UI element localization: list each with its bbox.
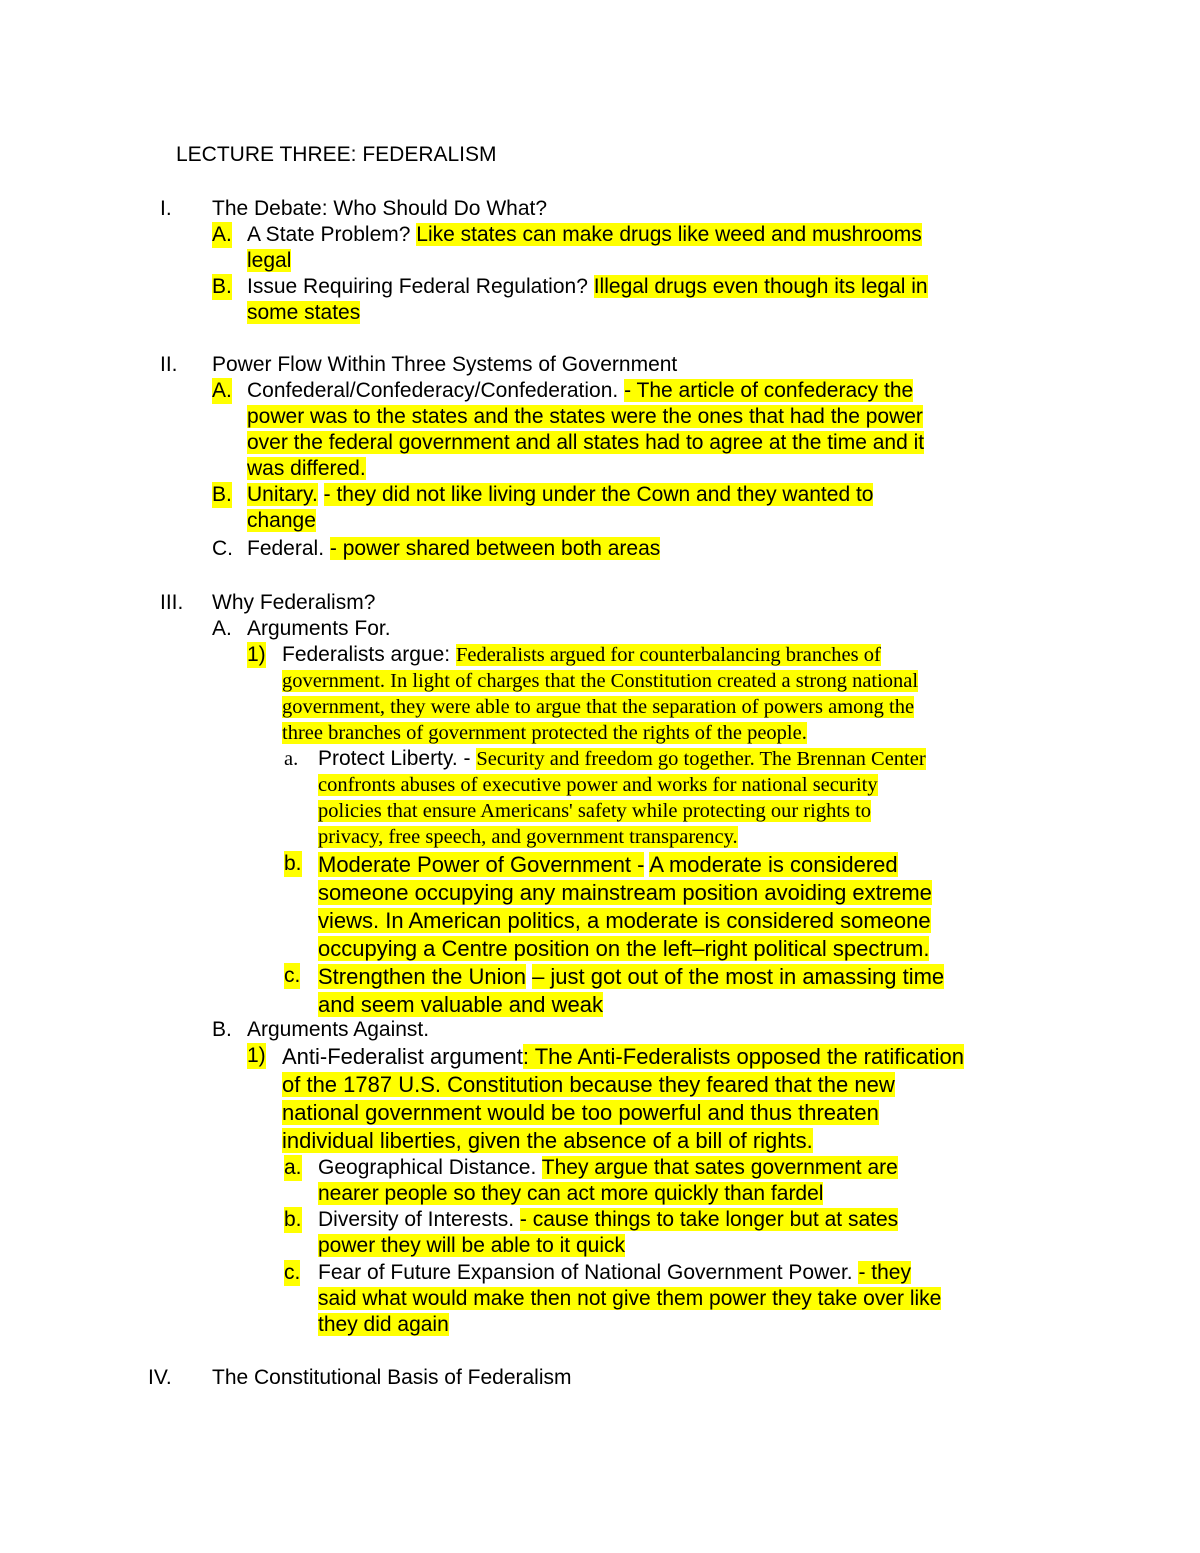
highlighted-note: - they [858,1261,911,1284]
list-item [318,1155,898,1181]
item-label: Federalists argue: [282,643,451,666]
highlighted-note: someone occupying any mainstream position avoiding extreme [318,880,932,905]
highlighted-note: privacy, free speech, and government transparency. [318,826,738,848]
highlighted-note: – just got out of the most in amassing time [532,964,945,989]
item-marker: c. [284,964,301,987]
item-label: Issue Requiring Federal Regulation? [247,275,588,298]
item-marker: A. [212,379,232,402]
highlighted-note: Security and freedom go together. The Brennan Center [476,748,926,770]
highlighted-note: and seem valuable and weak [318,992,603,1017]
item-marker: b. [284,852,302,875]
highlighted-note: government, they were able to argue that the separation of powers among the [282,696,915,718]
highlighted-note: policies that ensure Americans' safety while protecting our rights to [318,800,872,822]
list-item [247,536,660,562]
item-marker: B. [212,275,232,298]
section-number: IV. [148,1366,172,1389]
section-heading: Why Federalism? [212,591,376,614]
highlighted-note: some states [247,301,361,324]
item-marker: c. [284,1261,301,1284]
item-label: Moderate Power of Government - [318,852,645,877]
item-label: Protect Liberty. - [318,747,471,770]
list-item [318,1260,911,1286]
section-heading: Power Flow Within Three Systems of Government [212,353,678,376]
section-heading: The Constitutional Basis of Federalism [212,1366,572,1389]
highlighted-note: They argue that sates government are [541,1156,898,1179]
item-marker: a. [284,1156,302,1179]
list-item [247,222,922,248]
highlighted-note: confronts abuses of executive power and works for national security [318,774,878,796]
item-label: Fear of Future Expansion of National Government Power. [318,1261,853,1284]
list-item [282,1043,964,1069]
highlighted-note: said what would make then not give them power they take over like [318,1287,942,1310]
section-number: II. [160,353,178,376]
highlighted-note: power they will be able to it quick [318,1234,625,1257]
item-marker: A. [212,223,232,246]
highlighted-note: - they did not like living under the Cown and they wanted to [323,483,874,506]
list-item [282,642,881,668]
item-label: Arguments Against. [247,1018,430,1041]
item-label: Strengthen the Union [318,964,526,989]
list-item [247,482,873,508]
highlighted-note: A moderate is considered [649,852,898,877]
highlighted-note: individual liberties, given the absence of a bill of rights. [282,1128,813,1153]
highlighted-note: - cause things to take longer but at sates [519,1208,899,1231]
list-item [318,1207,898,1233]
item-label: Unitary. [247,483,318,506]
item-marker: b. [284,1208,302,1231]
item-label: Federal. [247,537,325,560]
list-item [247,378,913,404]
list-item [318,746,926,772]
item-marker: 1) [247,643,266,666]
highlighted-note: nearer people so they can act more quickly than fardel [318,1182,824,1205]
item-label: Confederal/Confederacy/Confederation. [247,379,619,402]
highlighted-note: they did again [318,1313,449,1336]
highlighted-note: government. In light of charges that the Constitution created a strong national [282,670,919,692]
item-marker: 1) [247,1044,266,1067]
item-label: Diversity of Interests. [318,1208,515,1231]
highlighted-note: national government would be too powerful and thus threaten [282,1100,879,1125]
highlighted-note: - The article of confederacy the [624,379,914,402]
list-item [318,851,898,877]
highlighted-note: views. In American politics, a moderate is considered someone [318,908,931,933]
item-label: A State Problem? [247,223,411,246]
highlighted-note: power was to the states and the states were the ones that had the power [247,405,923,428]
highlighted-note: three branches of government protected the rights of the people. [282,722,807,744]
highlighted-note: Federalists argued for counterbalancing branches of [455,644,881,666]
section-number: I. [160,197,172,220]
highlighted-note: : The Anti-Federalists opposed the ratification [522,1044,964,1069]
item-marker: A. [212,617,232,640]
highlighted-note: of the 1787 U.S. Constitution because they feared that the new [282,1072,895,1097]
item-label: Arguments For. [247,617,391,640]
highlighted-note: change [247,509,316,532]
item-marker: B. [212,483,232,506]
item-marker: B. [212,1018,232,1041]
section-number: III. [160,591,184,614]
item-marker: a. [284,748,299,770]
item-label: Geographical Distance. [318,1156,537,1179]
highlighted-note: Illegal drugs even though its legal in [593,275,928,298]
list-item [318,963,944,989]
highlighted-note: over the federal government and all states had to agree at the time and it [247,431,925,454]
highlighted-note: was differed. [247,457,366,480]
item-marker: C. [212,537,233,560]
section-heading: The Debate: Who Should Do What? [212,197,548,220]
highlighted-note: - power shared between both areas [329,537,661,560]
item-label: Anti-Federalist argument [282,1044,523,1069]
highlighted-note: occupying a Centre position on the left–right political spectrum. [318,936,930,961]
highlighted-note: Like states can make drugs like weed and mushrooms [416,223,922,246]
highlighted-note: legal [247,249,292,272]
document-title: LECTURE THREE: FEDERALISM [176,143,497,166]
list-item [247,274,928,300]
